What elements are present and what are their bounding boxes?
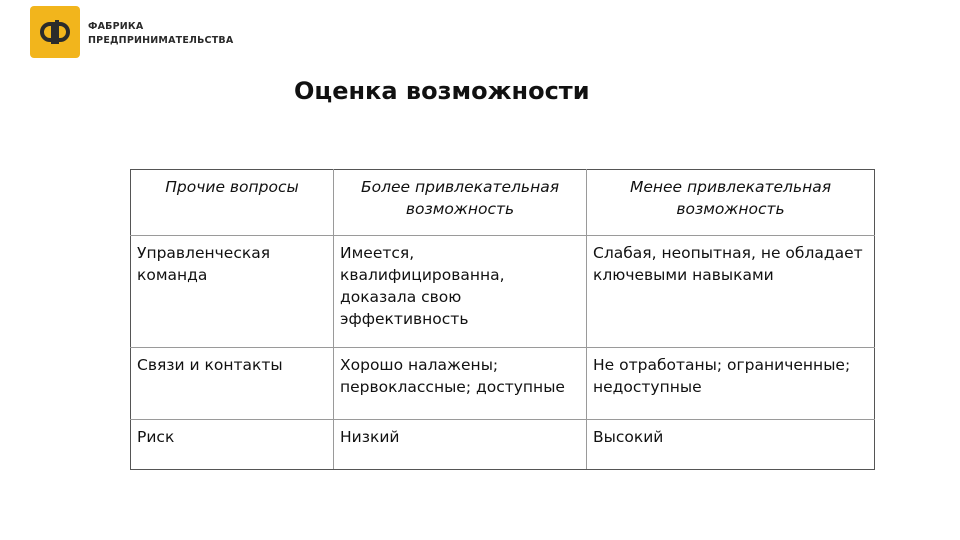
- row-label-cell: Управленческая команда: [131, 236, 334, 348]
- row-label-cell: Связи и контакты: [131, 348, 334, 420]
- table-header-row: [131, 170, 875, 236]
- table-row: [131, 348, 875, 420]
- brand-name-line1: ФАБРИКА: [88, 21, 144, 32]
- ff-monogram-icon: [30, 6, 80, 58]
- brand-logo: [30, 6, 233, 58]
- brand-name: [88, 20, 233, 56]
- header-cell-more-attractive: Более привлекательная возможность: [334, 170, 587, 236]
- less-attractive-cell: Высокий: [587, 420, 875, 470]
- header-cell-other-questions: Прочие вопросы: [131, 170, 334, 236]
- less-attractive-cell: Слабая, неопытная, не обладает ключевыми навыками: [587, 236, 875, 348]
- less-attractive-cell: Не отработаны; ограниченные; недоступные: [587, 348, 875, 420]
- more-attractive-cell: Низкий: [334, 420, 587, 470]
- opportunity-table: [130, 169, 875, 470]
- table-row: [131, 420, 875, 470]
- more-attractive-cell: Имеется, квалифицированна, доказала свою эффективность: [334, 236, 587, 348]
- row-label-cell: Риск: [131, 420, 334, 470]
- brand-name-line2: ПРЕДПРИНИМАТЕЛЬСТВА: [88, 35, 234, 46]
- header-cell-less-attractive: Менее привлекательная возможность: [587, 170, 875, 236]
- more-attractive-cell: Хорошо налажены; первоклассные; доступные: [334, 348, 587, 420]
- page-title: Оценка возможности: [294, 77, 590, 105]
- table-row: [131, 236, 875, 348]
- brand-tagline-mark: [88, 49, 233, 56]
